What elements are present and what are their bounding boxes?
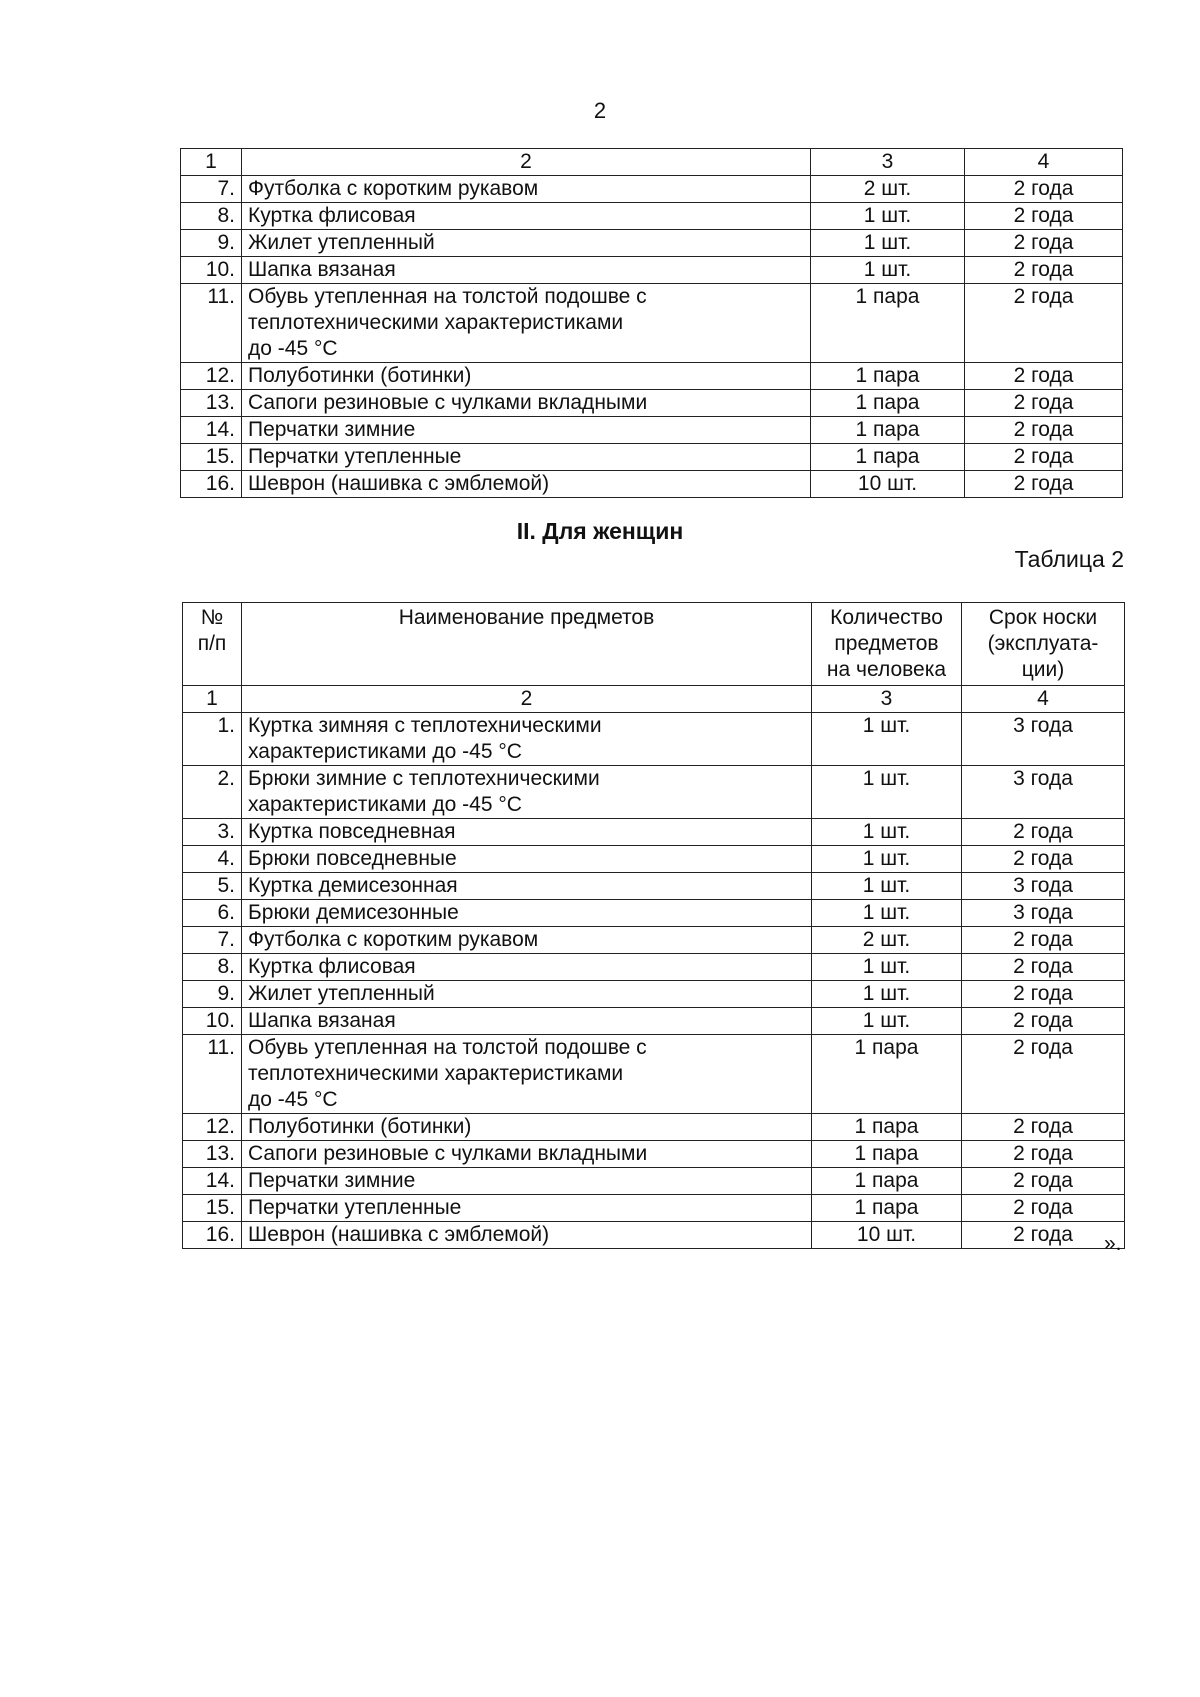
item-name-line: Шеврон (нашивка с эмблемой) [248, 1223, 550, 1246]
item-quantity: 1 шт. [812, 1008, 962, 1035]
item-name-line: теплотехническими характеристиками [248, 311, 624, 334]
column-index-cell: 2 [242, 149, 811, 176]
item-quantity: 1 шт. [812, 981, 962, 1008]
item-name-line: Куртка демисезонная [248, 874, 458, 897]
item-name [242, 417, 811, 444]
header-line: (эксплуата- [987, 632, 1099, 655]
table-row [183, 1222, 1125, 1249]
row-number: 14. [181, 417, 242, 444]
item-name [242, 176, 811, 203]
item-quantity: 1 пара [812, 1035, 962, 1114]
item-wear-term: 2 года [965, 417, 1123, 444]
table-row [181, 203, 1123, 230]
item-wear-term: 2 года [962, 1035, 1125, 1114]
row-number: 9. [181, 230, 242, 257]
item-wear-term: 2 года [965, 257, 1123, 284]
item-name [242, 819, 812, 846]
item-name-line: Шапка вязаная [248, 258, 396, 281]
table-row [181, 471, 1123, 498]
table-row [183, 846, 1125, 873]
row-number: 15. [183, 1195, 242, 1222]
item-wear-term: 2 года [962, 1141, 1125, 1168]
item-name-line: Перчатки утепленные [248, 1196, 462, 1219]
item-name [242, 1168, 812, 1195]
row-number: 11. [183, 1035, 242, 1114]
item-wear-term: 2 года [962, 954, 1125, 981]
item-quantity: 1 шт. [811, 203, 965, 230]
row-number: 15. [181, 444, 242, 471]
item-quantity: 1 шт. [812, 900, 962, 927]
item-name-line: Куртка флисовая [248, 955, 416, 978]
item-name-line: Футболка с коротким рукавом [248, 928, 539, 951]
item-name [242, 927, 812, 954]
item-quantity: 1 шт. [812, 766, 962, 819]
item-wear-term: 2 года [962, 927, 1125, 954]
item-name-line: до -45 °С [248, 1088, 338, 1111]
item-wear-term: 2 года [965, 444, 1123, 471]
row-number: 1. [183, 713, 242, 766]
header-line: предметов [834, 632, 939, 655]
item-name-line: Перчатки утепленные [248, 445, 462, 468]
header-line: № [200, 606, 224, 629]
item-wear-term: 2 года [962, 1008, 1125, 1035]
table-row [183, 1141, 1125, 1168]
row-number: 8. [183, 954, 242, 981]
item-quantity: 1 пара [811, 390, 965, 417]
header-line: на человека [826, 658, 947, 681]
row-number: 9. [183, 981, 242, 1008]
table-row [183, 900, 1125, 927]
item-name [242, 900, 812, 927]
item-name-line: Жилет утепленный [248, 982, 435, 1005]
item-wear-term: 3 года [962, 766, 1125, 819]
item-name [242, 1008, 812, 1035]
row-number: 3. [183, 819, 242, 846]
item-wear-term: 2 года [962, 1114, 1125, 1141]
item-name-line: Перчатки зимние [248, 418, 416, 441]
row-number: 10. [181, 257, 242, 284]
table-row [183, 1195, 1125, 1222]
item-wear-term: 2 года [962, 819, 1125, 846]
item-quantity: 1 пара [811, 417, 965, 444]
item-name [242, 363, 811, 390]
item-name [242, 846, 812, 873]
column-index-cell: 4 [965, 149, 1123, 176]
item-wear-term: 2 года [962, 1168, 1125, 1195]
item-quantity: 1 пара [812, 1114, 962, 1141]
table-row [183, 713, 1125, 766]
table-row [181, 257, 1123, 284]
table-row [183, 873, 1125, 900]
item-name [242, 1141, 812, 1168]
item-name-line: Брюки зимние с теплотехническими [248, 767, 600, 790]
table-row [181, 363, 1123, 390]
item-quantity: 10 шт. [811, 471, 965, 498]
item-quantity: 2 шт. [811, 176, 965, 203]
item-name [242, 1035, 812, 1114]
table-row [181, 230, 1123, 257]
item-name-line: Шапка вязаная [248, 1009, 396, 1032]
column-index-cell: 4 [962, 686, 1125, 713]
row-number: 8. [181, 203, 242, 230]
item-name-line: Шеврон (нашивка с эмблемой) [248, 472, 550, 495]
item-name [242, 954, 812, 981]
item-wear-term: 2 года [965, 363, 1123, 390]
item-name [242, 203, 811, 230]
item-quantity: 1 пара [812, 1168, 962, 1195]
item-name-line: Перчатки зимние [248, 1169, 416, 1192]
item-quantity: 1 пара [811, 363, 965, 390]
item-name [242, 444, 811, 471]
column-index-cell: 1 [181, 149, 242, 176]
item-name-line: Полуботинки (ботинки) [248, 364, 472, 387]
table-row [183, 1168, 1125, 1195]
item-quantity: 1 шт. [811, 230, 965, 257]
table-row [183, 981, 1125, 1008]
page-number: 2 [593, 98, 607, 123]
item-name-line: Обувь утепленная на толстой подошве с [248, 1036, 647, 1059]
header-qty [812, 603, 962, 686]
item-wear-term: 2 года [962, 1195, 1125, 1222]
item-name [242, 1195, 812, 1222]
table-header-row [183, 603, 1125, 686]
item-wear-term: 3 года [962, 713, 1125, 766]
table-body [183, 603, 1125, 686]
item-quantity: 1 шт. [812, 954, 962, 981]
row-number: 13. [181, 390, 242, 417]
header-name [242, 603, 812, 686]
table-row [183, 1035, 1125, 1114]
table-row [183, 1114, 1125, 1141]
item-name-line: Обувь утепленная на толстой подошве с [248, 285, 647, 308]
header-line: п/п [197, 632, 227, 655]
item-wear-term: 2 года [962, 846, 1125, 873]
item-wear-term: 2 года [965, 230, 1123, 257]
row-number: 5. [183, 873, 242, 900]
row-number: 7. [181, 176, 242, 203]
table-row [181, 284, 1123, 363]
item-quantity: 1 шт. [812, 713, 962, 766]
item-quantity: 1 шт. [812, 819, 962, 846]
header-num [183, 603, 242, 686]
section-title: II. Для женщин [516, 518, 684, 544]
item-quantity: 1 шт. [812, 873, 962, 900]
table-row [183, 766, 1125, 819]
table-row [181, 444, 1123, 471]
row-number: 4. [183, 846, 242, 873]
column-index-cell: 2 [242, 686, 812, 713]
column-index-row [183, 686, 1125, 713]
item-name-line: Полуботинки (ботинки) [248, 1115, 472, 1138]
table-body-rows [183, 686, 1125, 1249]
header-line: Наименование предметов [398, 606, 655, 629]
table-caption: Таблица 2 [1014, 546, 1124, 572]
row-number: 13. [183, 1141, 242, 1168]
table-row [181, 390, 1123, 417]
item-wear-term: 2 года [962, 1222, 1125, 1249]
item-name [242, 713, 812, 766]
item-name-line: характеристиками до -45 °С [248, 740, 522, 763]
table-row [183, 1008, 1125, 1035]
table-body [181, 149, 1123, 498]
header-term [962, 603, 1125, 686]
item-name-line: Брюки демисезонные [248, 901, 459, 924]
item-wear-term: 2 года [965, 471, 1123, 498]
item-name [242, 766, 812, 819]
item-name [242, 471, 811, 498]
item-wear-term: 3 года [962, 873, 1125, 900]
item-name [242, 873, 812, 900]
column-index-cell: 3 [812, 686, 962, 713]
row-number: 10. [183, 1008, 242, 1035]
table-row [183, 954, 1125, 981]
column-index-row [181, 149, 1123, 176]
header-line: ции) [1021, 658, 1065, 681]
item-quantity: 1 пара [812, 1195, 962, 1222]
row-number: 2. [183, 766, 242, 819]
item-wear-term: 2 года [965, 284, 1123, 363]
item-wear-term: 3 года [962, 900, 1125, 927]
row-number: 6. [183, 900, 242, 927]
item-quantity: 1 пара [811, 444, 965, 471]
item-name [242, 1114, 812, 1141]
item-name [242, 390, 811, 417]
item-name-line: теплотехническими характеристиками [248, 1062, 624, 1085]
item-quantity: 2 шт. [812, 927, 962, 954]
table-row [183, 927, 1125, 954]
header-line: Количество [830, 606, 943, 629]
item-quantity: 1 пара [811, 284, 965, 363]
items-table-men-continued [180, 148, 1123, 498]
item-name-line: Куртка повседневная [248, 820, 456, 843]
item-name-line: Сапоги резиновые с чулками вкладными [248, 391, 648, 414]
item-name-line: Куртка флисовая [248, 204, 416, 227]
closing-quote-mark: ». [1104, 1232, 1122, 1255]
column-index-cell: 3 [811, 149, 965, 176]
item-name [242, 230, 811, 257]
row-number: 12. [183, 1114, 242, 1141]
table-row [183, 819, 1125, 846]
item-name [242, 981, 812, 1008]
item-wear-term: 2 года [965, 203, 1123, 230]
table-row [181, 417, 1123, 444]
item-wear-term: 2 года [965, 176, 1123, 203]
header-line: Срок носки [988, 606, 1098, 629]
item-quantity: 10 шт. [812, 1222, 962, 1249]
item-name [242, 1222, 812, 1249]
row-number: 16. [183, 1222, 242, 1249]
row-number: 11. [181, 284, 242, 363]
row-number: 16. [181, 471, 242, 498]
items-table-women [182, 602, 1125, 1249]
item-name-line: Куртка зимняя с теплотехническими [248, 714, 602, 737]
row-number: 12. [181, 363, 242, 390]
item-name-line: Брюки повседневные [248, 847, 457, 870]
item-quantity: 1 шт. [811, 257, 965, 284]
item-name-line: характеристиками до -45 °С [248, 793, 522, 816]
item-name-line: Жилет утепленный [248, 231, 435, 254]
item-name [242, 257, 811, 284]
item-name-line: до -45 °С [248, 337, 338, 360]
item-quantity: 1 пара [812, 1141, 962, 1168]
item-wear-term: 2 года [962, 981, 1125, 1008]
item-quantity: 1 шт. [812, 846, 962, 873]
item-name-line: Футболка с коротким рукавом [248, 177, 539, 200]
item-name [242, 284, 811, 363]
item-name-line: Сапоги резиновые с чулками вкладными [248, 1142, 648, 1165]
column-index-cell: 1 [183, 686, 242, 713]
table-row [181, 176, 1123, 203]
row-number: 7. [183, 927, 242, 954]
item-wear-term: 2 года [965, 390, 1123, 417]
row-number: 14. [183, 1168, 242, 1195]
